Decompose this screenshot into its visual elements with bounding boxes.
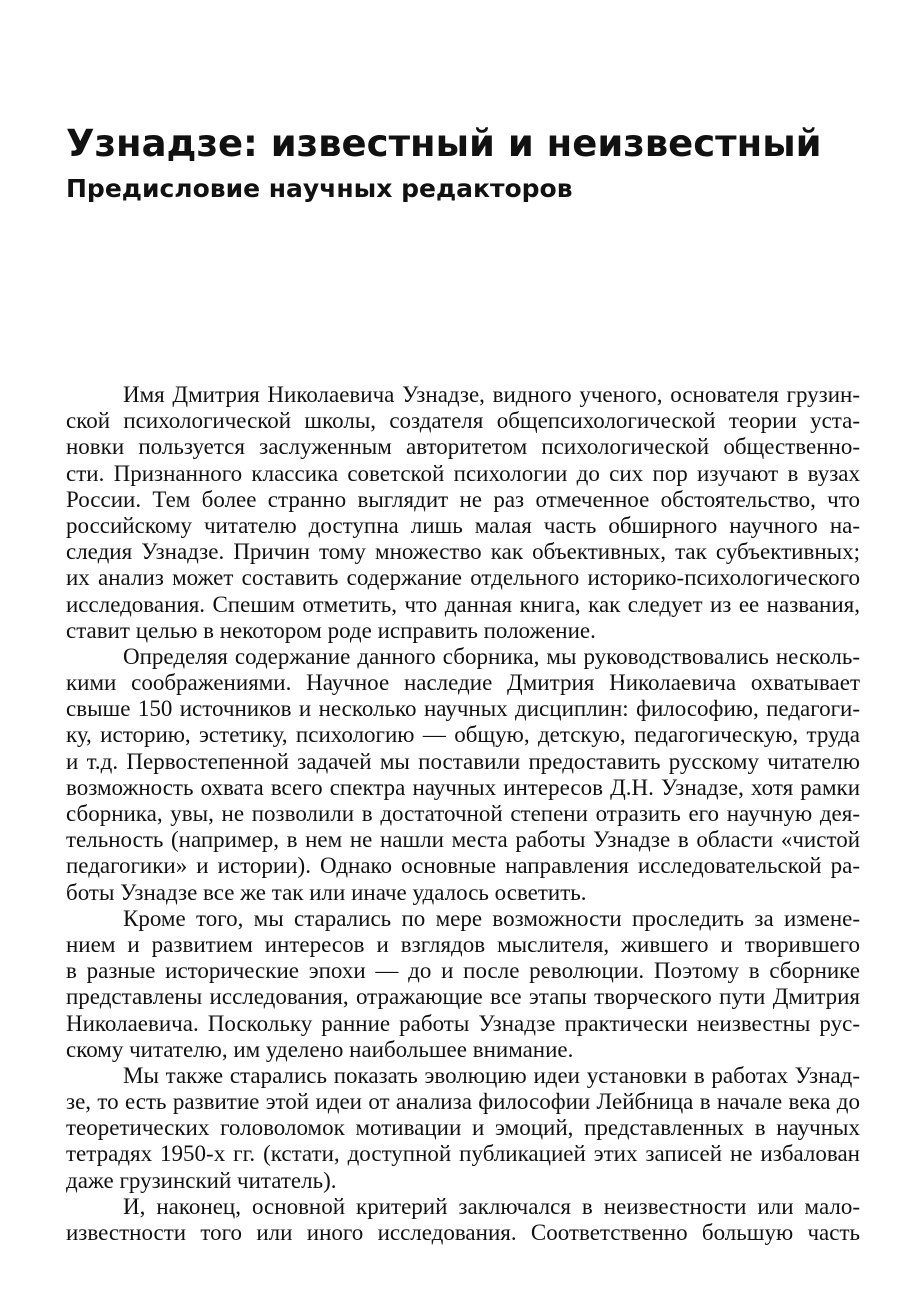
- paragraph-line: сборника, увы, не позволили в достаточной степени отразить его научную дея-: [66, 801, 860, 826]
- paragraph-line: сти. Признанного классика советской психологии до сих пор изучают в вузах: [66, 460, 860, 486]
- paragraph-line: Мы также старались показать эволюцию идеи установки в работах Узнад-: [123, 1062, 860, 1088]
- paragraph-line: Имя Дмитрия Николаевича Узнадзе, видного ученого, основателя грузин-: [123, 382, 860, 407]
- paragraph: [66, 382, 860, 644]
- paragraph: [66, 1063, 860, 1194]
- paragraph-line: известности того или иного исследования. Соответственно большую часть: [66, 1220, 860, 1245]
- paragraph-line: российскому читателю доступна лишь малая часть обширного научного на-: [66, 512, 860, 538]
- paragraph-line: представлены исследования, отражающие все этапы творческого пути Дмитрия: [66, 984, 860, 1010]
- paragraph-line: даже грузинский читатель).: [66, 1167, 337, 1193]
- paragraph-line: исследования. Спешим отметить, что данная книга, как следует из ее названия,: [66, 591, 860, 617]
- paragraph-line: и т.д. Первостепенной задачей мы поставили предоставить русскому читателю: [66, 748, 860, 774]
- paragraph: [66, 1194, 860, 1246]
- paragraph-line: боты Узнадзе все же так или иначе удалось осветить.: [66, 879, 587, 905]
- paragraph-line: возможность охвата всего спектра научных интересов Д.Н. Узнадзе, хотя рамки: [66, 774, 860, 800]
- paragraph-line: тетрадях 1950-х гг. (кстати, доступной публикацией этих записей не избалован: [66, 1141, 860, 1167]
- paragraph-line: Кроме того, мы старались по мере возможности проследить за измене-: [123, 905, 860, 931]
- paragraph-line: скому читателю, им уделено наибольшее внимание.: [66, 1036, 574, 1062]
- chapter-title: Узнадзе: известный и неизвестный: [66, 122, 822, 165]
- paragraph-line: свыше 150 источников и несколько научных дисциплин: философию, педагоги-: [66, 696, 860, 722]
- paragraph-line: в разные исторические эпохи — до и после революции. Поэтому в сборнике: [66, 958, 860, 984]
- paragraph-line: Николаевича. Поскольку ранние работы Узнадзе практически неизвестны рус-: [66, 1010, 860, 1036]
- paragraph-line: их анализ может составить содержание отдельного историко-психологического: [66, 565, 860, 591]
- paragraph-line: педагогики» и истории). Однако основные направления исследовательской ра-: [66, 853, 860, 879]
- paragraph-line: кими соображениями. Научное наследие Дмитрия Николаевича охватывает: [66, 670, 860, 696]
- paragraph-line: ку, историю, эстетику, психологию — общую, детскую, педагогическую, труда: [66, 722, 860, 748]
- paragraph-line: России. Тем более странно выглядит не раз отмеченное обстоятельство, что: [66, 486, 860, 512]
- paragraph-line: новки пользуется заслуженным авторитетом психологической общественно-: [66, 434, 860, 460]
- paragraph-line: И, наконец, основной критерий заключался в неизвестности или мало-: [123, 1193, 860, 1219]
- paragraph-line: ставит целью в некотором роде исправить положение.: [66, 617, 596, 643]
- paragraph-line: Определяя содержание данного сборника, мы руководствовались несколь-: [123, 643, 860, 669]
- paragraph: [66, 644, 860, 906]
- paragraph-line: следия Узнадзе. Причин тому множество как объективных, так субъективных;: [66, 539, 860, 565]
- body-text: [66, 382, 860, 1246]
- paragraph-line: теоретических головоломок мотивации и эмоций, представленных в научных: [66, 1115, 860, 1141]
- paragraph-line: ской психологической школы, создателя общепсихологической теории уста-: [66, 408, 860, 434]
- paragraph-line: тельность (например, в нем не нашли места работы Узнадзе в области «чистой: [66, 827, 860, 853]
- paragraph-line: зе, то есть развитие этой идеи от анализа философии Лейбница в начале века до: [66, 1089, 860, 1115]
- chapter-subtitle: Предисловие научных редакторов: [66, 174, 573, 203]
- paragraph-line: нием и развитием интересов и взглядов мыслителя, жившего и творившего: [66, 931, 860, 957]
- paragraph: [66, 906, 860, 1063]
